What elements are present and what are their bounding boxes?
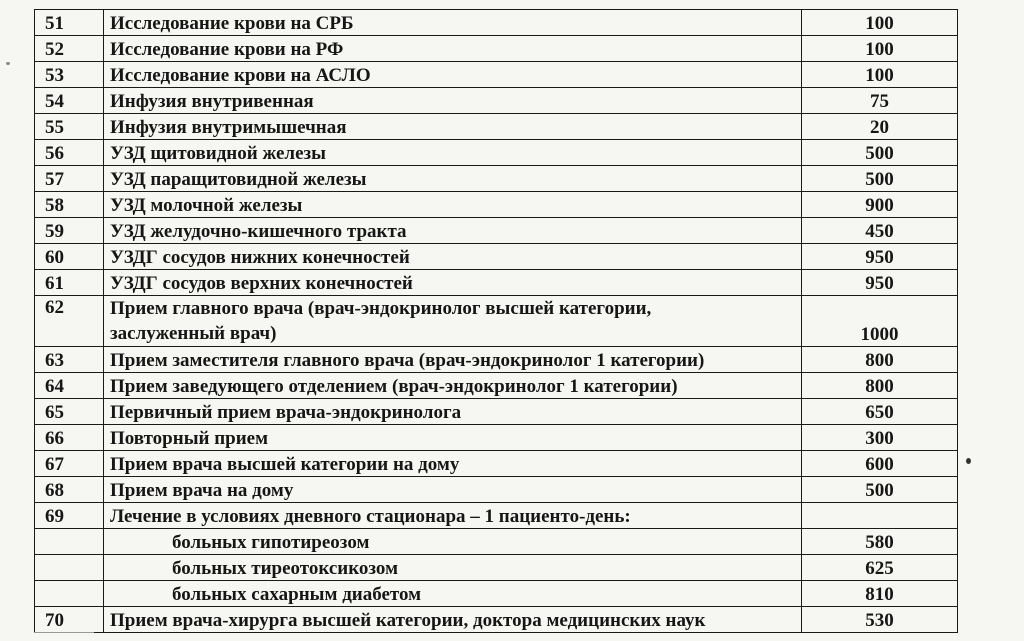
table-row (35, 296, 958, 347)
service-price: 950 (802, 270, 958, 296)
service-price (802, 503, 958, 529)
row-number: 61 (35, 270, 104, 296)
row-number: 70 (35, 607, 104, 633)
row-number: 57 (35, 166, 104, 192)
service-name: Исследование крови на СРБ (104, 10, 802, 36)
row-number (35, 581, 104, 607)
service-sub-name: больных тиреотоксикозом (104, 555, 802, 581)
service-name: УЗДГ сосудов верхних конечностей (104, 270, 802, 296)
service-price: 600 (802, 451, 958, 477)
service-price: 100 (802, 36, 958, 62)
service-name: УЗД молочной железы (104, 192, 802, 218)
service-price: 100 (802, 10, 958, 36)
service-sub-name: больных сахарным диабетом (104, 581, 802, 607)
row-number: 58 (35, 192, 104, 218)
service-name: Прием врача высшей категории на дому (104, 451, 802, 477)
table-row (35, 399, 958, 425)
service-name: Исследование крови на АСЛО (104, 62, 802, 88)
table-row (35, 347, 958, 373)
service-name-line1: Прием главного врача (врач-эндокринолог высшей категории, (110, 298, 652, 319)
service-name (104, 296, 802, 347)
table-row (35, 114, 958, 140)
row-number: 63 (35, 347, 104, 373)
table-row (35, 140, 958, 166)
service-name: Исследование крови на РФ (104, 36, 802, 62)
service-name: Лечение в условиях дневного стационара – 1 пациенто-день: (104, 503, 802, 529)
row-number: 66 (35, 425, 104, 451)
row-number: 59 (35, 218, 104, 244)
table-row (35, 503, 958, 529)
scan-dust-spot (6, 62, 10, 65)
service-name: УЗД щитовидной железы (104, 140, 802, 166)
row-number: 52 (35, 36, 104, 62)
table-row (35, 218, 958, 244)
row-number: 60 (35, 244, 104, 270)
row-number: 64 (35, 373, 104, 399)
service-name: Прием заведующего отделением (врач-эндокринолог 1 категории) (104, 373, 802, 399)
row-number: 54 (35, 88, 104, 114)
service-name: Прием заместителя главного врача (врач-эндокринолог 1 категории) (104, 347, 802, 373)
row-number: 56 (35, 140, 104, 166)
row-number (35, 555, 104, 581)
service-price: 100 (802, 62, 958, 88)
row-number (35, 529, 104, 555)
service-price: 810 (802, 581, 958, 607)
page-edge-mark (34, 632, 94, 641)
table-row (35, 373, 958, 399)
service-name: УЗД паращитовидной железы (104, 166, 802, 192)
service-name-line2: заслуженный врач) (110, 323, 277, 344)
service-price: 530 (802, 607, 958, 633)
service-price: 950 (802, 244, 958, 270)
service-price: 900 (802, 192, 958, 218)
row-number: 65 (35, 399, 104, 425)
row-number: 62 (35, 296, 104, 347)
table-row (35, 425, 958, 451)
service-price: 1000 (802, 296, 958, 347)
service-name: Инфузия внутримышечная (104, 114, 802, 140)
service-name: Первичный прием врача-эндокринолога (104, 399, 802, 425)
table-row (35, 270, 958, 296)
row-number: 67 (35, 451, 104, 477)
service-price: 450 (802, 218, 958, 244)
table-row (35, 192, 958, 218)
table-row (35, 36, 958, 62)
table-row (35, 581, 958, 607)
service-price: 75 (802, 88, 958, 114)
row-number: 69 (35, 503, 104, 529)
row-number: 53 (35, 62, 104, 88)
service-name: Инфузия внутривенная (104, 88, 802, 114)
table-row (35, 62, 958, 88)
table-row (35, 555, 958, 581)
row-number: 68 (35, 477, 104, 503)
service-name: УЗД желудочно-кишечного тракта (104, 218, 802, 244)
service-price: 300 (802, 425, 958, 451)
price-list-table (34, 9, 958, 633)
service-sub-name: больных гипотиреозом (104, 529, 802, 555)
service-price: 580 (802, 529, 958, 555)
service-price: 800 (802, 373, 958, 399)
service-price: 500 (802, 166, 958, 192)
service-price: 625 (802, 555, 958, 581)
service-name: Повторный прием (104, 425, 802, 451)
service-name: Прием врача-хирурга высшей категории, доктора медицинских наук (104, 607, 802, 633)
service-name: УЗДГ сосудов нижних конечностей (104, 244, 802, 270)
row-number: 51 (35, 10, 104, 36)
row-number: 55 (35, 114, 104, 140)
service-name: Прием врача на дому (104, 477, 802, 503)
table-row (35, 477, 958, 503)
service-price: 20 (802, 114, 958, 140)
service-price: 500 (802, 477, 958, 503)
table-row (35, 244, 958, 270)
service-price: 500 (802, 140, 958, 166)
scan-dust-spot (966, 458, 971, 464)
table-row (35, 88, 958, 114)
table-row (35, 607, 958, 633)
table-row (35, 166, 958, 192)
service-price: 800 (802, 347, 958, 373)
service-price: 650 (802, 399, 958, 425)
table-row (35, 10, 958, 36)
table-row (35, 529, 958, 555)
table-row (35, 451, 958, 477)
